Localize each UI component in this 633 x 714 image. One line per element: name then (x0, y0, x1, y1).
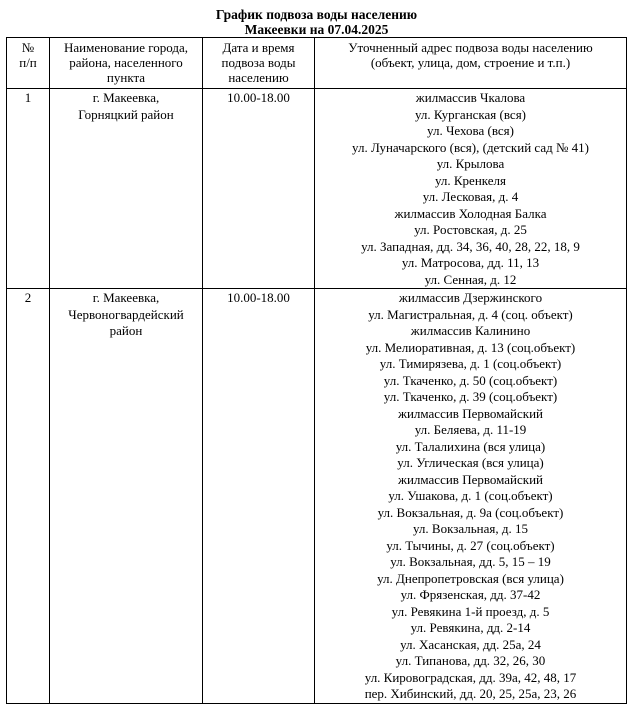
row-address-list (315, 89, 627, 289)
table-body (7, 89, 627, 704)
header-city-line: пункта (106, 70, 146, 85)
header-time (203, 38, 315, 89)
city-line: район (109, 323, 143, 338)
address-item: ул. Ткаченко, д. 39 (соц.объект) (383, 389, 558, 404)
address-item: ул. Хасанская, дд. 25а, 24 (400, 636, 541, 652)
document-title (0, 0, 633, 37)
city-line: г. Макеевка, (92, 290, 160, 305)
address-item: ул. Ревякина, дд. 2-14 (410, 620, 531, 635)
title-line-2: Макеевки на 07.04.2025 (244, 22, 389, 37)
header-time-line: Дата и время (222, 40, 295, 55)
header-address (315, 38, 627, 89)
header-time-line: подвоза воды (221, 55, 296, 70)
address-item: жилмассив Дзержинского (398, 290, 543, 305)
address-item: ул. Кировоградская, дд. 39а, 42, 48, 17 (364, 669, 577, 685)
header-city-line: района, населенного (69, 55, 183, 70)
title-line-1: График подвоза воды населению (215, 7, 418, 22)
water-delivery-table (6, 37, 627, 704)
address-item: ул. Типанова, дд. 32, 26, 30 (395, 653, 546, 668)
header-city-line: Наименование города, (63, 40, 188, 55)
address-item: ул. Беляева, д. 11-19 (414, 422, 527, 437)
row-number: 2 (7, 289, 50, 704)
address-item: ул. Сенная, д. 12 (424, 271, 517, 287)
header-time-line: населению (228, 70, 289, 85)
address-item: ул. Крылова (436, 156, 505, 171)
row-address-list (315, 289, 627, 704)
address-item: ул. Вокзальная, дд. 5, 15 – 19 (390, 554, 551, 569)
address-item: жилмассив Калинино (410, 323, 531, 338)
address-item: ул. Вокзальная, д. 15 (413, 521, 528, 536)
address-item: ул. Фрязенская, дд. 37-42 (400, 587, 541, 602)
address-item: ул. Матросова, дд. 11, 13 (401, 255, 540, 270)
address-item: ул. Углическая (вся улица) (397, 455, 544, 470)
address-item: ул. Мелиоративная, д. 13 (соц.объект) (365, 339, 576, 355)
address-item: ул. Лесковая, д. 4 (422, 189, 519, 204)
row-delivery-time: 10.00-18.00 (203, 289, 315, 704)
address-item: ул. Ревякина 1-й проезд, д. 5 (391, 603, 550, 619)
address-item: ул. Днепропетровская (вся улица) (377, 570, 564, 586)
address-item: ул. Тычины, д. 27 (соц.объект) (386, 537, 555, 553)
address-item: ул. Курганская (вся) (414, 106, 527, 122)
table-header-row (7, 38, 627, 89)
row-city-district (50, 89, 203, 289)
address-item: ул. Кренкеля (434, 172, 507, 188)
header-address-line: Уточненный адрес подвоза воды населению (348, 40, 593, 55)
row-delivery-time: 10.00-18.00 (203, 89, 315, 289)
address-item: ул. Ткаченко, д. 50 (соц.объект) (383, 372, 558, 388)
header-address-line: (объект, улица, дом, строение и т.п.) (370, 55, 571, 70)
address-item: ул. Ушакова, д. 1 (соц.объект) (388, 488, 553, 503)
city-line: Червоногвардейский (68, 306, 184, 322)
address-item: ул. Вокзальная, д. 9а (соц.объект) (377, 504, 564, 520)
address-item: ул. Луначарского (вся), (детский сад № 41) (352, 139, 589, 155)
address-item: ул. Магистральная, д. 4 (соц. объект) (368, 306, 573, 322)
address-item: пер. Хибинский, дд. 20, 25, 25а, 23, 26 (364, 686, 577, 701)
header-num-line: № (21, 40, 35, 55)
address-item: жилмассив Холодная Балка (394, 205, 547, 221)
address-item: ул. Западная, дд. 34, 36, 40, 28, 22, 18, 9 (361, 238, 580, 254)
table-row (7, 289, 627, 704)
city-line: Горняцкий район (78, 106, 174, 122)
address-item: ул. Талалихина (вся улица) (395, 438, 546, 454)
address-item: ул. Тимирязева, д. 1 (соц.объект) (379, 356, 562, 371)
header-num-line: п/п (19, 55, 37, 70)
address-item: ул. Чехова (вся) (427, 123, 514, 138)
table-row (7, 89, 627, 289)
row-number: 1 (7, 89, 50, 289)
address-item: ул. Ростовская, д. 25 (414, 222, 527, 237)
header-city (50, 38, 203, 89)
address-item: жилмассив Первомайский (397, 471, 544, 487)
city-line: г. Макеевка, (92, 90, 160, 105)
address-item: жилмассив Первомайский (397, 405, 544, 421)
row-city-district (50, 289, 203, 704)
header-num (7, 38, 50, 89)
address-item: жилмассив Чкалова (415, 90, 526, 105)
